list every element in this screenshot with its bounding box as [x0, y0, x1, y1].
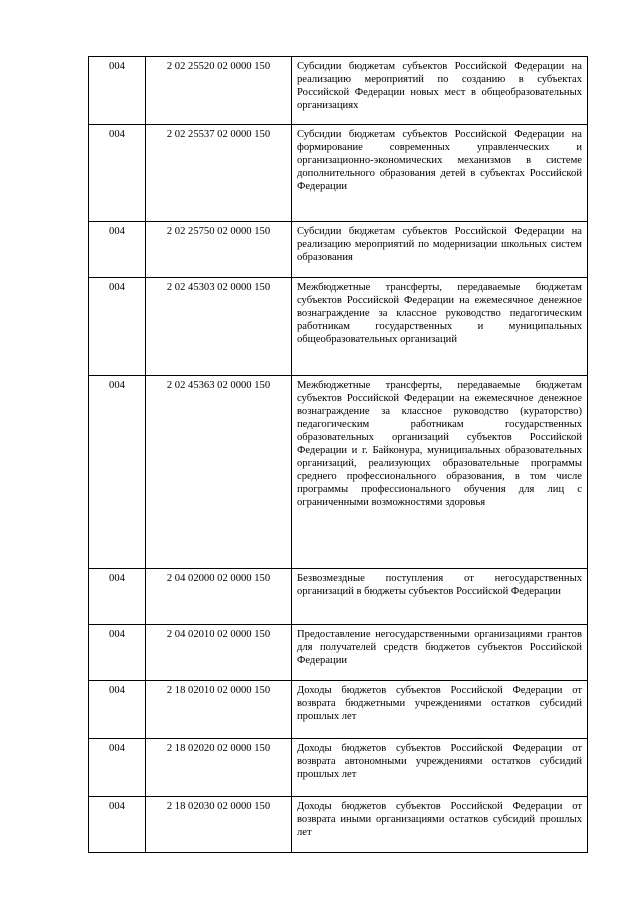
description-cell: Доходы бюджетов субъектов Российской Федерации от возврата автономными учреждениями остатков субсидий прошлых лет [292, 739, 588, 797]
table-row [89, 222, 588, 278]
budget-code-cell: 2 02 25520 02 0000 150 [146, 57, 292, 125]
budget-code-cell: 2 04 02010 02 0000 150 [146, 625, 292, 681]
table-row [89, 376, 588, 569]
admin-code-cell: 004 [89, 125, 146, 222]
budget-code-cell: 2 18 02010 02 0000 150 [146, 681, 292, 739]
budget-code-cell: 2 18 02030 02 0000 150 [146, 797, 292, 853]
admin-code-cell: 004 [89, 739, 146, 797]
description-cell: Субсидии бюджетам субъектов Российской Федерации на реализацию мероприятий по созданию в субъектах Российской Федерации новых мест в общеобразовательных организациях [292, 57, 588, 125]
budget-code-cell: 2 04 02000 02 0000 150 [146, 569, 292, 625]
budget-code-cell: 2 18 02020 02 0000 150 [146, 739, 292, 797]
description-cell: Межбюджетные трансферты, передаваемые бюджетам субъектов Российской Федерации на ежемесячное денежное вознаграждение за классное руководство (кураторство) педагогическим работникам государственных образовательных организаций субъектов Российской Федерации и г. Байконура, муниципальных образовательных организаций, реализующих образовательные программы среднего профессионального образования, в том числе программы профессионального обучения для лиц с ограниченными возможностями здоровья [292, 376, 588, 569]
budget-code-cell: 2 02 25537 02 0000 150 [146, 125, 292, 222]
table-row [89, 125, 588, 222]
budget-code-cell: 2 02 45363 02 0000 150 [146, 376, 292, 569]
admin-code-cell: 004 [89, 57, 146, 125]
admin-code-cell: 004 [89, 625, 146, 681]
admin-code-cell: 004 [89, 222, 146, 278]
table-row [89, 569, 588, 625]
admin-code-cell: 004 [89, 278, 146, 376]
table-row [89, 278, 588, 376]
budget-code-cell: 2 02 45303 02 0000 150 [146, 278, 292, 376]
description-cell: Предоставление негосударственными организациями грантов для получателей средств бюджетов субъектов Российской Федерации [292, 625, 588, 681]
admin-code-cell: 004 [89, 376, 146, 569]
description-cell: Доходы бюджетов субъектов Российской Федерации от возврата иными организациями остатков субсидий прошлых лет [292, 797, 588, 853]
description-cell: Безвозмездные поступления от негосударственных организаций в бюджеты субъектов Российской Федерации [292, 569, 588, 625]
table-row [89, 797, 588, 853]
table-row [89, 57, 588, 125]
description-cell: Доходы бюджетов субъектов Российской Федерации от возврата бюджетными учреждениями остатков субсидий прошлых лет [292, 681, 588, 739]
admin-code-cell: 004 [89, 681, 146, 739]
description-cell: Межбюджетные трансферты, передаваемые бюджетам субъектов Российской Федерации на ежемесячное денежное вознаграждение за классное руководство педагогическим работникам государственных и муниципальных общеобразовательных организаций [292, 278, 588, 376]
admin-code-cell: 004 [89, 797, 146, 853]
table-row [89, 739, 588, 797]
revenue-codes-table [88, 56, 588, 853]
table-body [89, 57, 588, 853]
table-row [89, 625, 588, 681]
table-row [89, 681, 588, 739]
admin-code-cell: 004 [89, 569, 146, 625]
budget-code-cell: 2 02 25750 02 0000 150 [146, 222, 292, 278]
description-cell: Субсидии бюджетам субъектов Российской Федерации на реализацию мероприятий по модернизации школьных систем образования [292, 222, 588, 278]
description-cell: Субсидии бюджетам субъектов Российской Федерации на формирование современных управленческих и организационно-экономических механизмов в системе дополнительного образования детей в субъектах Российской Федерации [292, 125, 588, 222]
